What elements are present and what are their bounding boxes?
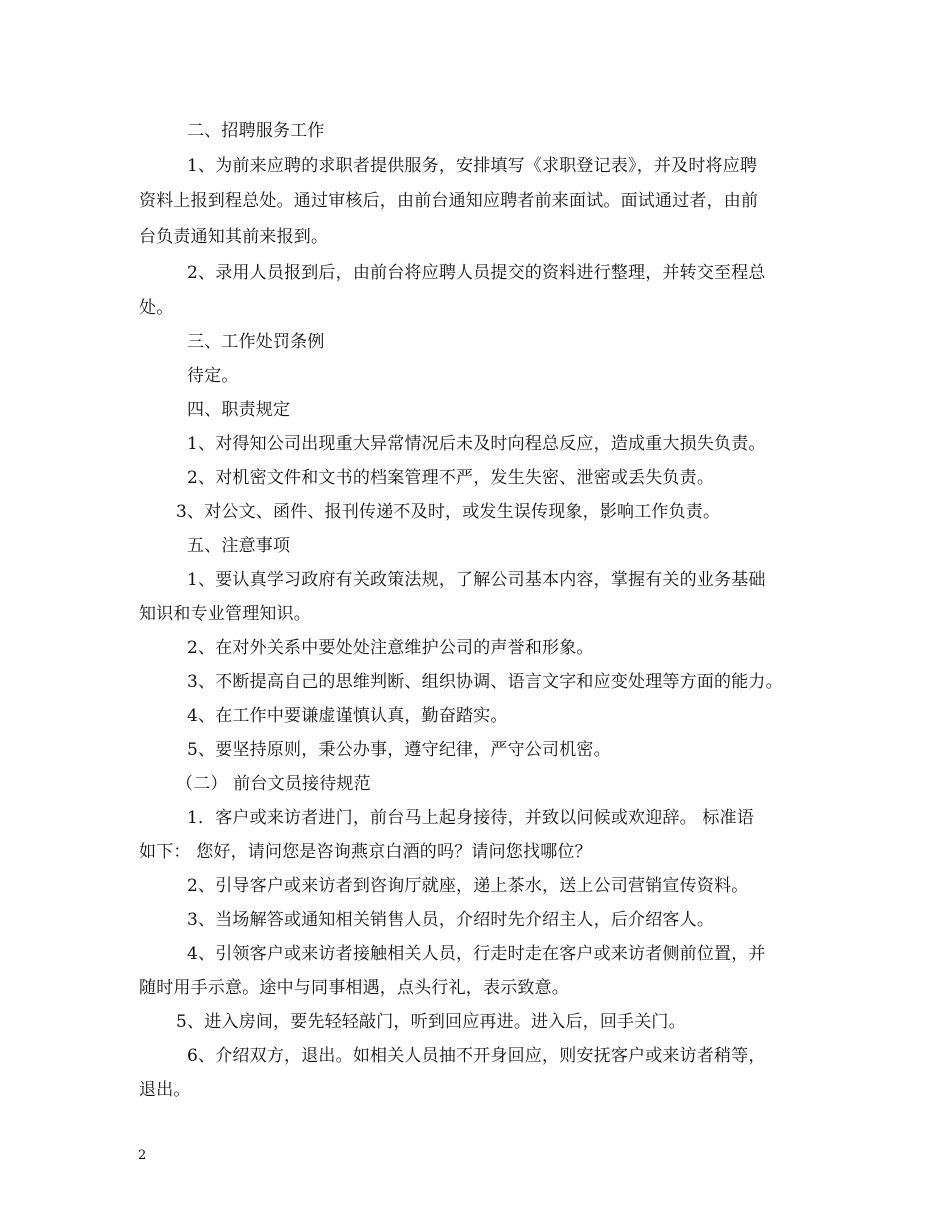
paragraph-line: 如下： 您好，请问您是咨询燕京白酒的吗？请问您找哪位？ (139, 842, 592, 862)
paragraph-line: 资料上报到程总处。通过审核后，由前台通知应聘者前来面试。面试通过者，由前 (139, 191, 759, 211)
paragraph-line: 5、进入房间，要先轻轻敲门，听到回应再进。进入后，回手关门。 (176, 1012, 686, 1032)
paragraph-line: 1．客户或来访者进门，前台马上起身接待，并致以问候或欢迎辞。 标准语 (187, 808, 755, 828)
paragraph-line: 4、在工作中要谦虚谨慎认真，勤奋踏实。 (187, 706, 508, 726)
heading-penalty-rules: 三、工作处罚条例 (187, 332, 325, 352)
page-number: 2 (138, 1148, 147, 1163)
heading-notes: 五、注意事项 (187, 536, 291, 556)
paragraph-line: 3、当场解答或通知相关销售人员，介绍时先介绍主人，后介绍客人。 (187, 910, 715, 930)
heading-recruitment-service: 二、招聘服务工作 (187, 121, 325, 141)
paragraph-line: 3、对公文、函件、报刊传递不及时，或发生误传现象，影响工作负责。 (176, 502, 721, 522)
paragraph-line: 4、引领客户或来访者接触相关人员，行走时走在客户或来访者侧前位置，并 (187, 944, 766, 964)
paragraph-line: 退出。 (139, 1080, 191, 1100)
paragraph-line: 2、在对外关系中要处处注意维护公司的声誉和形象。 (187, 638, 594, 658)
heading-responsibility: 四、职责规定 (187, 400, 291, 420)
paragraph-line: 待定。 (187, 366, 239, 386)
heading-reception-norms: （二） 前台文员接待规范 (176, 774, 371, 794)
paragraph-line: 随时用手示意。途中与同事相遇，点头行礼，表示致意。 (139, 978, 569, 998)
paragraph-line: 2、引导客户或来访者到咨询厅就座，递上茶水，送上公司营销宣传资料。 (187, 876, 749, 896)
paragraph-line: 2、对机密文件和文书的档案管理不严，发生失密、泄密或丢失负责。 (187, 468, 715, 488)
paragraph-line: 6、介绍双方，退出。如相关人员抽不开身回应，则安抚客户或来访者稍等， (187, 1046, 766, 1066)
paragraph-line: 台负责通知其前来报到。 (139, 227, 329, 247)
paragraph-line: 1、要认真学习政府有关政策法规，了解公司基本内容，掌握有关的业务基础 (187, 570, 766, 590)
paragraph-line: 处。 (139, 298, 174, 318)
paragraph-line: 1、为前来应聘的求职者提供服务，安排填写《求职登记表》，并及时将应聘 (187, 156, 758, 176)
paragraph-line: 1、对得知公司出现重大异常情况后未及时向程总反应，造成重大损失负责。 (187, 434, 766, 454)
paragraph-line: 5、要坚持原则，秉公办事，遵守纪律，严守公司机密。 (187, 740, 611, 760)
paragraph-line: 知识和专业管理知识。 (139, 604, 311, 624)
paragraph-line: 2、录用人员报到后，由前台将应聘人员提交的资料进行整理，并转交至程总 (187, 263, 766, 283)
paragraph-line: 3、不断提高自己的思维判断、组织协调、语言文字和应变处理等方面的能力。 (187, 672, 783, 692)
